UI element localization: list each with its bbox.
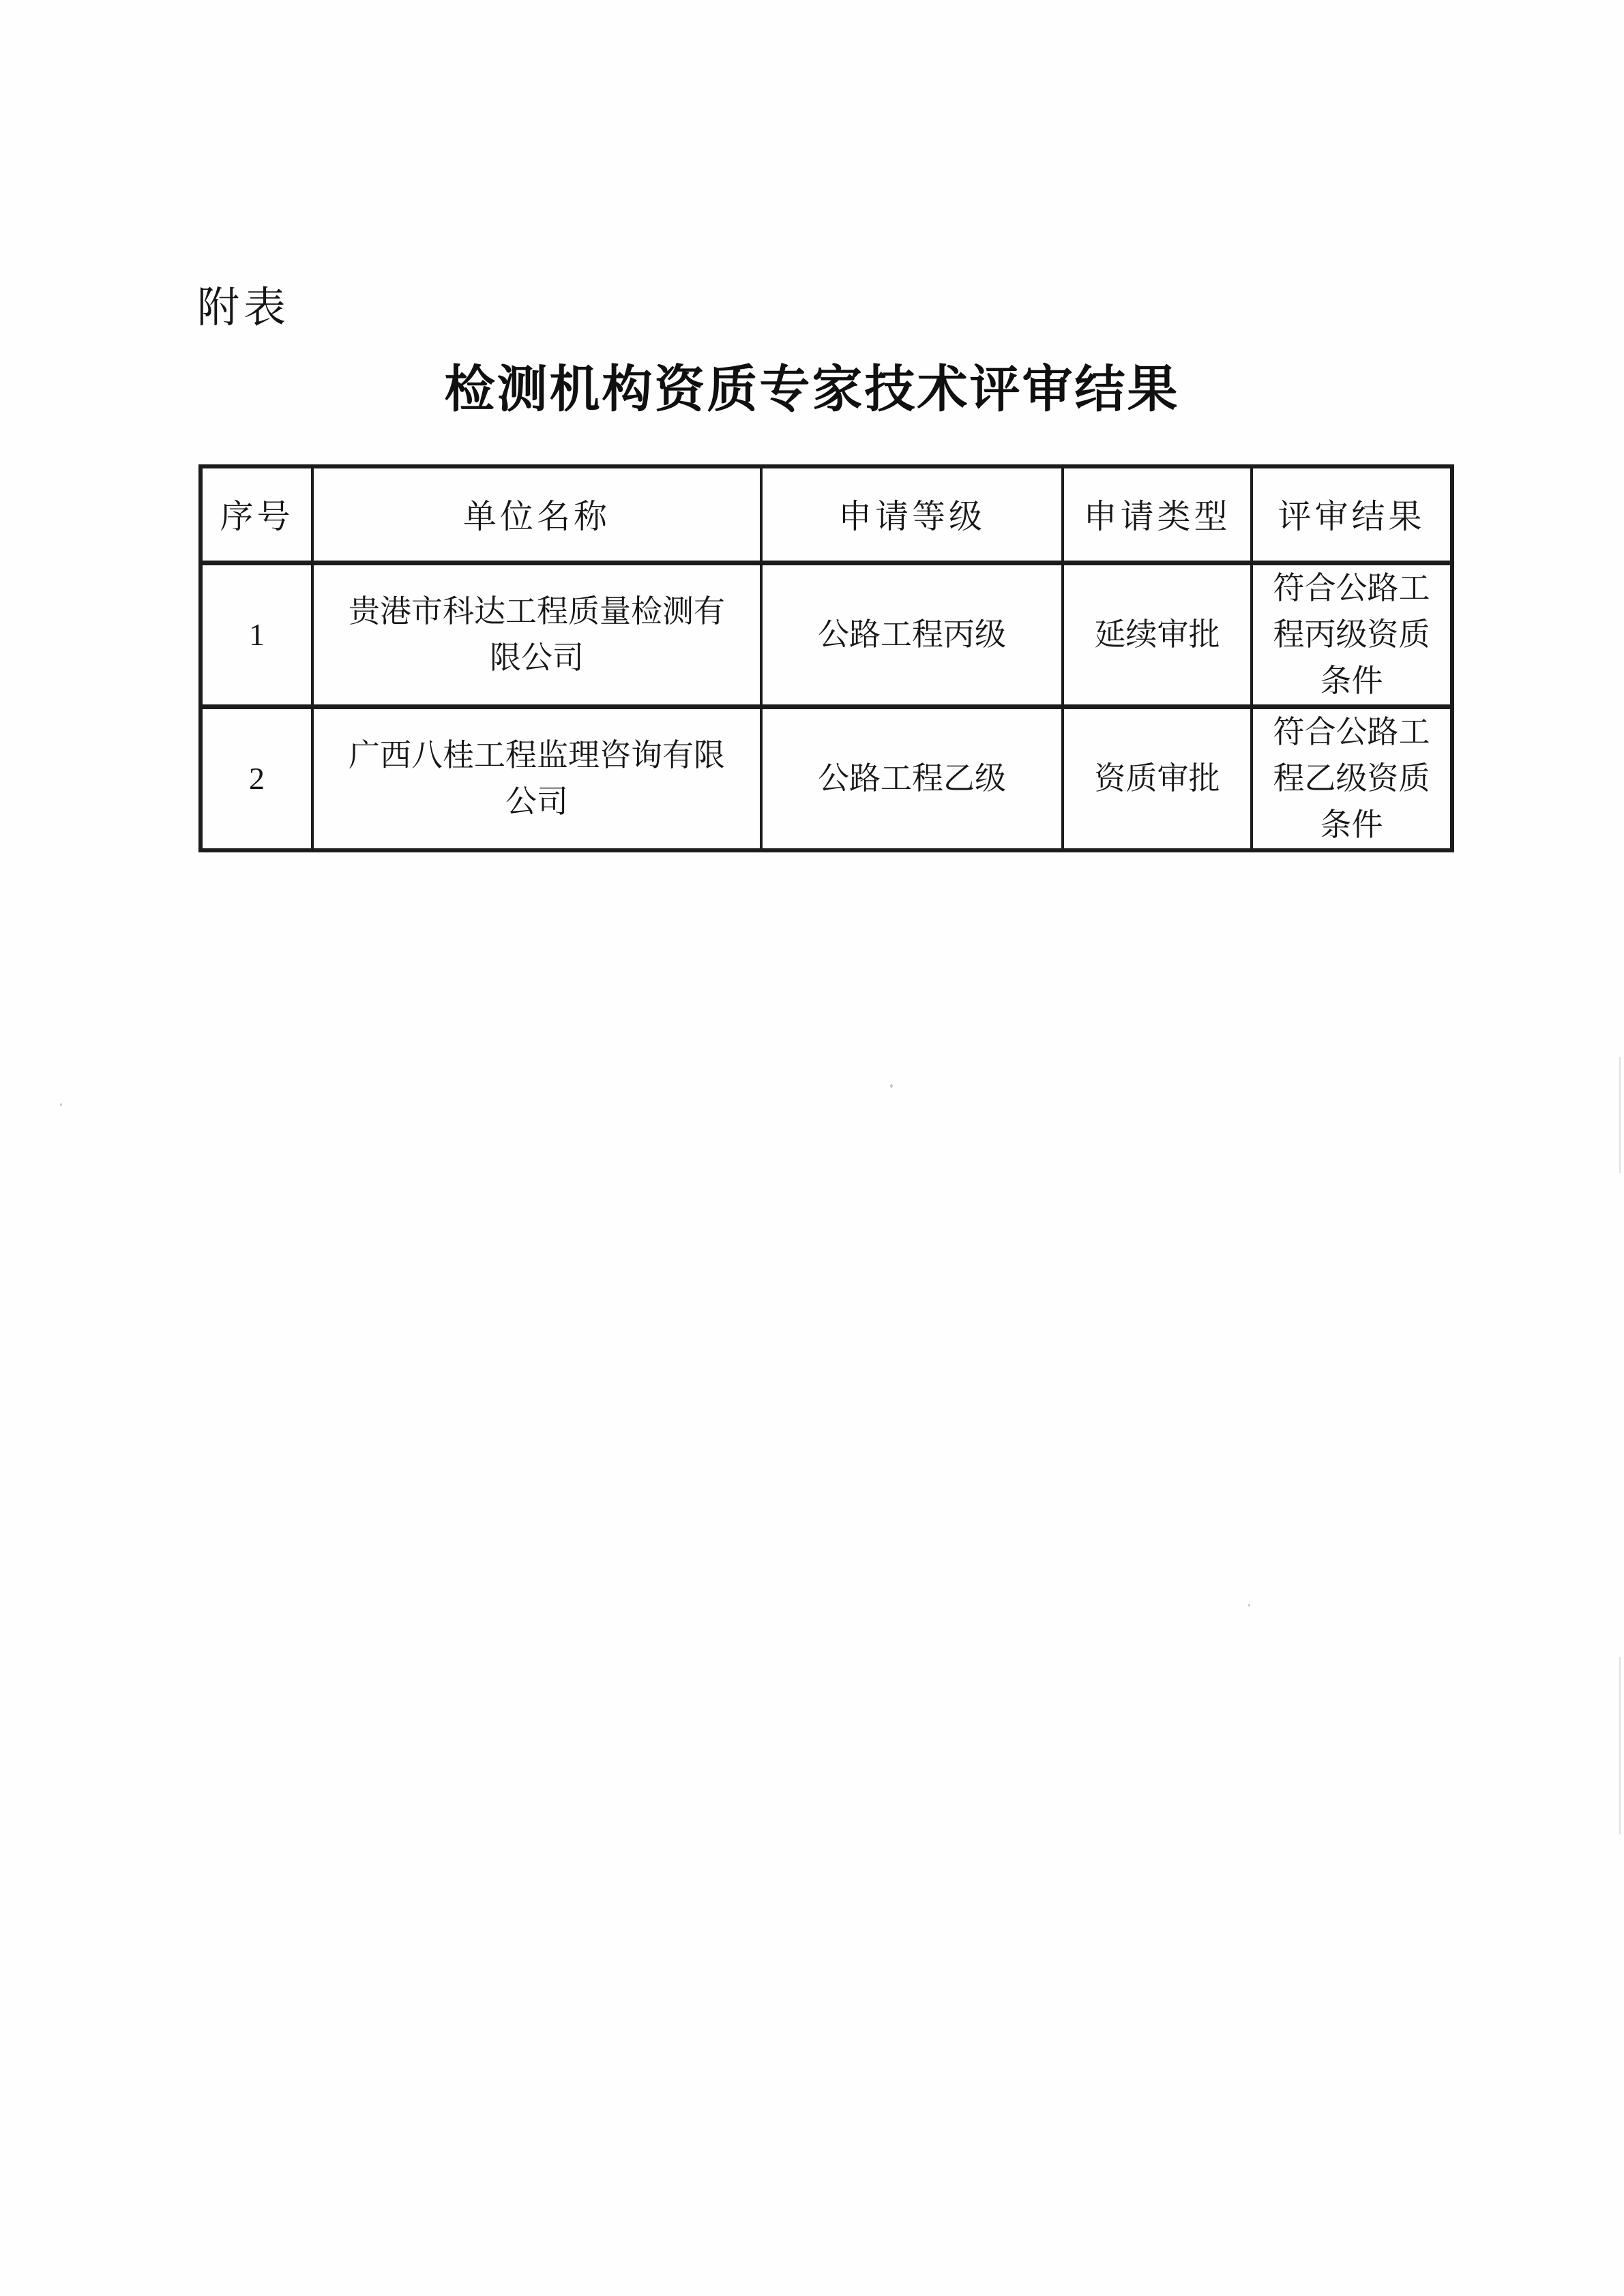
scan-edge-streak xyxy=(1619,1657,1621,1834)
column-header-type: 申请类型 xyxy=(1063,466,1252,563)
cell-review-result: 符合公路工程乙级资质条件 xyxy=(1252,706,1452,850)
cell-unit-name: 贵港市科达工程质量检测有限公司 xyxy=(312,563,761,706)
cell-row-number: 2 xyxy=(201,706,312,850)
cell-row-number: 1 xyxy=(201,563,312,706)
cell-review-result: 符合公路工程丙级资质条件 xyxy=(1252,563,1452,706)
table-header-row xyxy=(201,466,1452,563)
table-row xyxy=(201,706,1452,850)
table-row xyxy=(201,563,1452,706)
cell-application-type: 延续审批 xyxy=(1063,563,1252,706)
scan-speck xyxy=(1248,1604,1250,1607)
scan-speck xyxy=(890,1084,893,1088)
scan-edge-streak xyxy=(1619,1057,1621,1173)
cell-unit-name: 广西八桂工程监理咨询有限公司 xyxy=(312,706,761,850)
review-results-table xyxy=(198,464,1454,852)
column-header-no: 序号 xyxy=(201,466,312,563)
page-title: 检测机构资质专家技术评审结果 xyxy=(444,362,1180,418)
column-header-unit: 单位名称 xyxy=(312,466,761,563)
appendix-label: 附表 xyxy=(197,285,291,331)
column-header-result: 评审结果 xyxy=(1252,466,1452,563)
cell-applied-level: 公路工程丙级 xyxy=(761,563,1063,706)
scan-speck xyxy=(60,1103,62,1106)
cell-applied-level: 公路工程乙级 xyxy=(761,706,1063,850)
cell-application-type: 资质审批 xyxy=(1063,706,1252,850)
column-header-level: 申请等级 xyxy=(761,466,1063,563)
